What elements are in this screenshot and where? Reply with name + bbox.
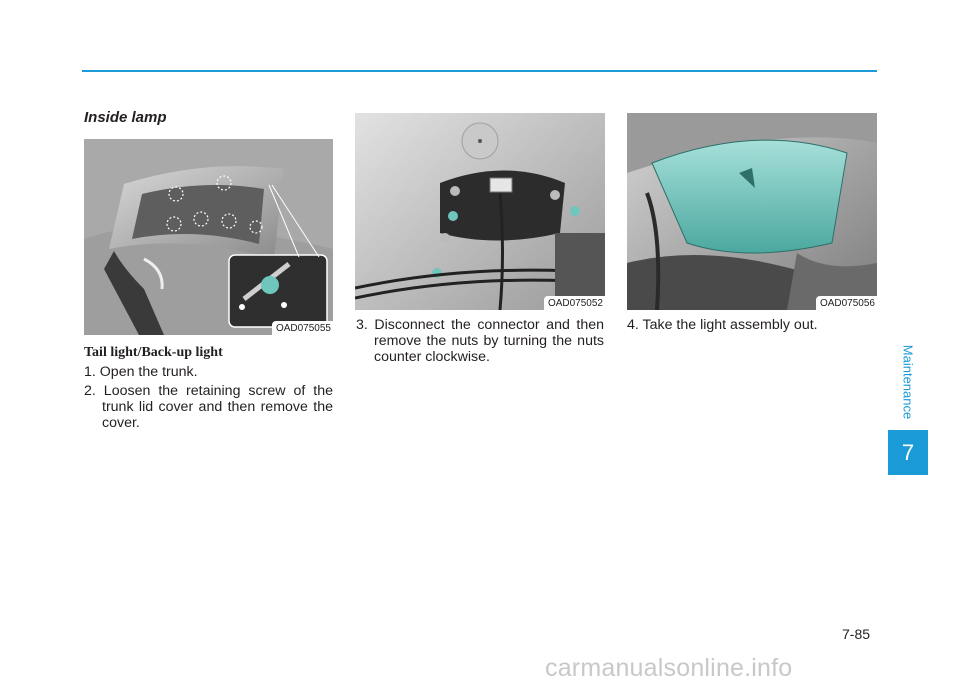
- figure-light-assembly: [627, 113, 877, 310]
- step-item: 4. Take the light assembly out.: [627, 317, 818, 333]
- step-item: 2. Loosen the retaining screw of the trunk lid cover and then remove the cover.: [84, 383, 333, 431]
- figure-code: OAD075055: [272, 321, 333, 335]
- steps-column-1: [84, 364, 333, 434]
- figure-trunk-lid: [84, 139, 333, 335]
- chapter-side-label: [888, 340, 928, 425]
- connector-illustration: [355, 113, 605, 310]
- page-number: 7-85: [842, 626, 871, 642]
- figure-connector: [355, 113, 605, 310]
- chapter-tab[interactable]: 7: [888, 430, 928, 475]
- trunk-lid-illustration: [84, 139, 333, 335]
- header-rule: [82, 70, 877, 72]
- steps-column-3: [627, 317, 877, 336]
- figure-code: OAD075056: [816, 296, 877, 310]
- step-item: 1. Open the trunk.: [84, 364, 198, 380]
- section-title: Inside lamp: [84, 109, 167, 126]
- step-item: 3. Disconnect the connector and then remove the nuts by turning the nuts counter clockwise.: [356, 317, 604, 365]
- light-assembly-illustration: [627, 113, 877, 310]
- chapter-label-text: Maintenance: [900, 344, 916, 420]
- watermark: carmanualsonline.info: [545, 654, 793, 682]
- figure-code: OAD075052: [544, 296, 605, 310]
- steps-column-2: [356, 317, 604, 368]
- subheading: Tail light/Back-up light: [84, 345, 223, 360]
